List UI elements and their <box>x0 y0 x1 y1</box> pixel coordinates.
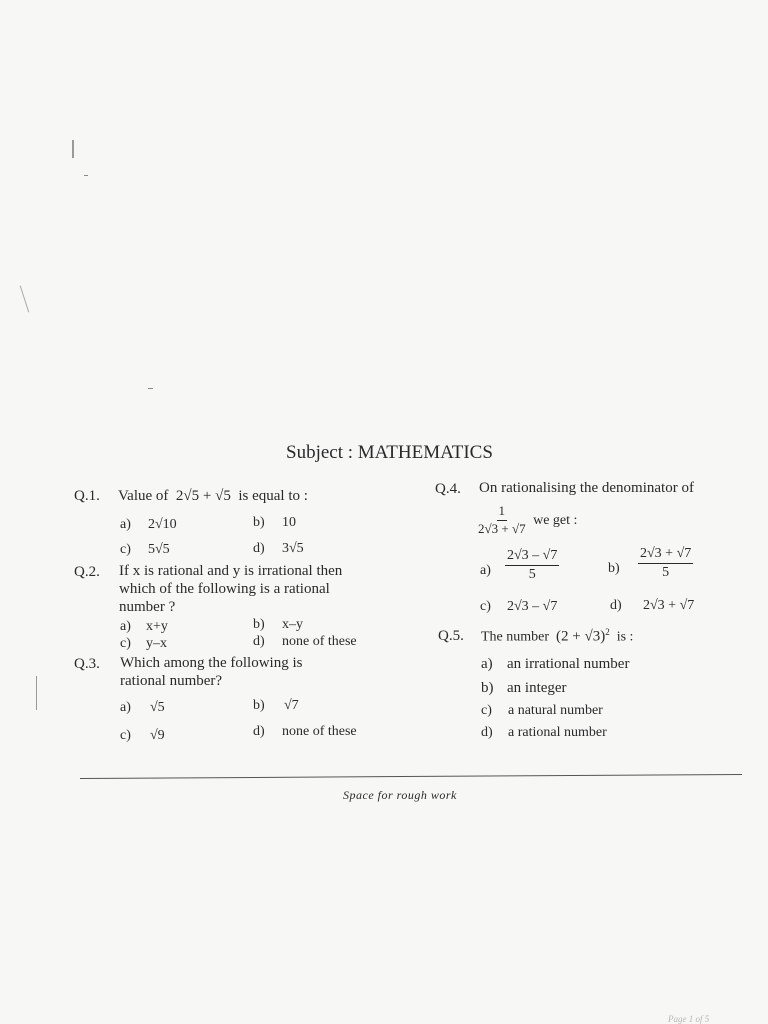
option-value: an irrational number <box>507 656 630 672</box>
option-label: b) <box>253 698 265 713</box>
divider-line <box>80 774 742 779</box>
math-expression: (2 + √3) <box>556 628 606 645</box>
question-text-part: is : <box>616 629 634 645</box>
page-footer: Page 1 of 5 <box>668 1014 710 1024</box>
option-value: 2√3 – √7 <box>507 599 558 614</box>
option-fraction <box>638 546 693 581</box>
question-number: Q.5. <box>438 628 464 644</box>
scan-mark <box>148 388 153 389</box>
option-label: b) <box>608 561 620 576</box>
option-value: 2√3 + √7 <box>643 598 695 613</box>
option-value: √7 <box>284 698 299 713</box>
math-term: √5 <box>215 488 231 504</box>
option-label: c) <box>120 542 131 557</box>
question-text-line: If x is rational and y is irrational then <box>119 563 343 579</box>
scan-mark <box>36 676 37 710</box>
option-value: √5 <box>150 700 165 715</box>
option-value: none of these <box>282 634 357 649</box>
option-value: 5√5 <box>148 542 170 557</box>
math-operator: + <box>202 488 212 504</box>
option-label: d) <box>253 724 265 739</box>
option-value: x–y <box>282 617 303 632</box>
math-exponent: 2 <box>605 627 610 637</box>
question-text-line: rational number? <box>120 673 223 689</box>
option-label: c) <box>480 599 491 614</box>
math-fraction <box>478 504 526 537</box>
option-label: b) <box>253 515 265 530</box>
option-label: d) <box>253 634 265 649</box>
fraction-denominator: 5 <box>528 567 536 583</box>
question-fraction-row <box>478 504 577 537</box>
math-fraction <box>505 548 559 583</box>
question-number: Q.3. <box>74 656 100 672</box>
option-value: 10 <box>282 515 296 530</box>
math-fraction <box>638 546 693 581</box>
fraction-numerator: 2√3 + √7 <box>638 546 693 564</box>
option-value: √9 <box>150 728 165 743</box>
rough-work-label: Space for rough work <box>343 788 457 802</box>
option-fraction <box>505 548 559 583</box>
question-text-line: Which among the following is <box>120 655 303 671</box>
option-label: a) <box>481 656 493 672</box>
question-text <box>481 627 633 646</box>
question-text-part: we get : <box>533 512 578 528</box>
question-text-line: which of the following is a rational <box>119 581 330 597</box>
question-text <box>118 488 308 505</box>
option-label: c) <box>120 728 131 743</box>
fraction-numerator: 2√3 – √7 <box>505 548 559 566</box>
question-text-part: Value of <box>118 488 169 504</box>
option-label: c) <box>120 636 131 651</box>
option-value: 3√5 <box>282 541 304 556</box>
option-label: d) <box>253 541 265 556</box>
option-value: x+y <box>146 619 168 634</box>
question-text-part: The number <box>481 629 550 645</box>
option-label: d) <box>610 598 622 613</box>
option-label: a) <box>120 700 131 715</box>
option-label: b) <box>253 617 265 632</box>
option-label: b) <box>481 680 494 696</box>
question-text-line: On rationalising the denominator of <box>479 480 694 496</box>
option-value: none of these <box>282 724 357 739</box>
question-number: Q.2. <box>74 564 100 580</box>
fraction-denominator: 2√3 + √7 <box>478 520 526 536</box>
option-value: a natural number <box>508 703 603 718</box>
option-value: 2√10 <box>148 517 177 532</box>
question-text-line: number ? <box>119 599 176 615</box>
question-number: Q.4. <box>435 481 461 497</box>
fraction-numerator: 1 <box>497 504 508 521</box>
option-label: d) <box>481 725 493 740</box>
scan-mark <box>72 140 74 158</box>
question-text-part: is equal to : <box>238 488 308 504</box>
scan-mark <box>84 175 88 176</box>
fraction-denominator: 5 <box>662 565 670 581</box>
page-title: Subject : MATHEMATICS <box>286 442 493 463</box>
question-number: Q.1. <box>74 488 100 504</box>
option-label: c) <box>481 703 492 718</box>
option-label: a) <box>120 619 131 634</box>
math-term: 2√5 <box>175 488 200 504</box>
option-label: a) <box>120 517 131 532</box>
option-value: an integer <box>507 680 567 696</box>
option-value: y–x <box>146 636 167 651</box>
option-label: a) <box>480 563 491 578</box>
scan-mark <box>20 286 30 313</box>
option-value: a rational number <box>508 725 607 740</box>
